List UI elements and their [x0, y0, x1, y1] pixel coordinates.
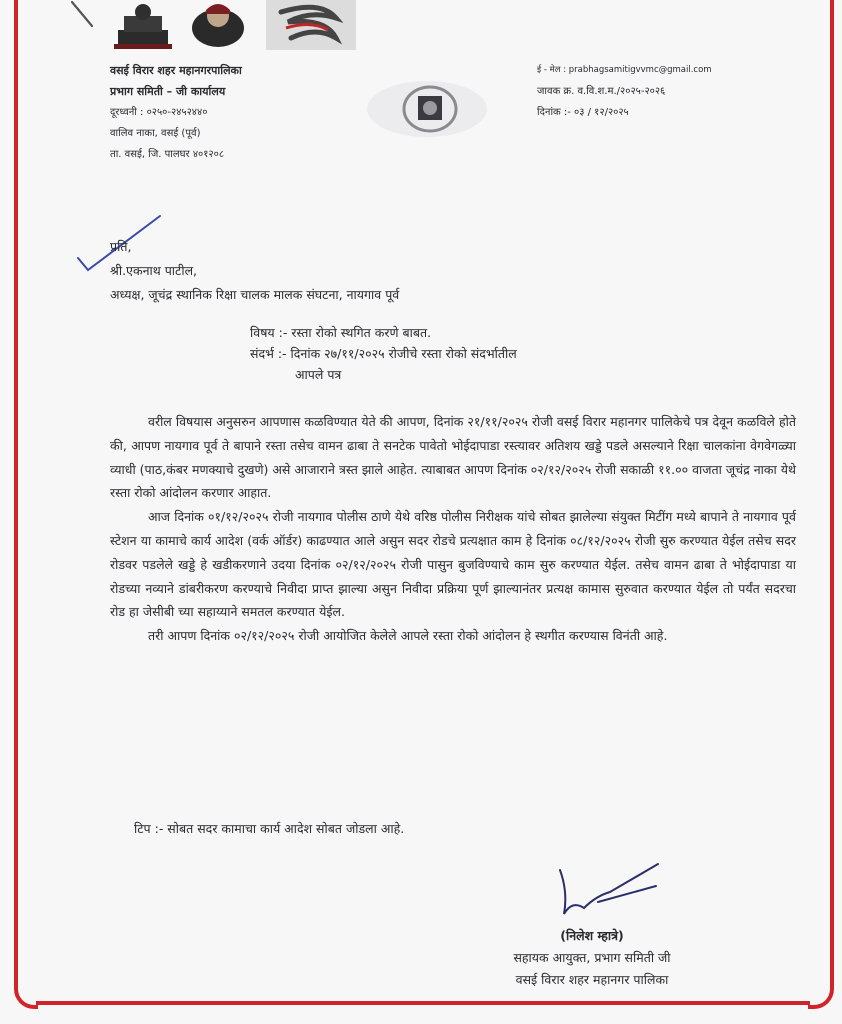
committee-name: प्रभाग समिती – जी कार्यालय	[110, 85, 226, 98]
red-frame-right	[808, 0, 834, 1009]
recipient-name: श्री.एकनाथ पाटील,	[110, 263, 198, 278]
letter-body	[110, 410, 796, 648]
red-frame-left	[14, 0, 38, 1009]
subject-line: विषय :- रस्ता रोको स्थगित करणे बाबत.	[250, 325, 432, 340]
signatory-title: सहायक आयुक्त, प्रभाग समिती जी	[513, 950, 671, 965]
org-name: वसई विरार शहर महानगरपालिका	[110, 64, 242, 77]
address-line-1: वालिव नाका, वसई (पूर्व)	[110, 128, 201, 139]
body-paragraph: तरी आपण दिनांक ०२/१२/२०२५ रोजी आयोजित केलेले आपले रस्ता रोको आंदोलन हे स्थगीत करण्यास विनंती आहे.	[148, 628, 668, 644]
note-line: टिप :- सोबत सदर कामाचा कार्य आदेश सोबत जोडला आहे.	[134, 821, 405, 836]
recipient-block	[110, 235, 399, 307]
address-line-2: ता. वसई, जि. पालघर ४०१२०८	[110, 149, 225, 160]
recipient-salutation: प्रति,	[110, 239, 132, 254]
subject-block	[250, 322, 517, 385]
red-frame-bottom	[36, 1001, 810, 1005]
corner-mark-icon	[70, 0, 94, 30]
letter-date: दिनांक :- ०३ / १२/२०२५	[537, 107, 629, 118]
signature-icon	[538, 852, 668, 927]
office-seal-icon	[362, 78, 492, 140]
office-address-block	[110, 60, 242, 165]
phone: दूरध्वनी : ०२५०-२४५२४४०	[110, 107, 208, 118]
swoosh-logo-icon	[266, 0, 356, 50]
email[interactable]: ई - मेल : prabhagsamitigvvmc@gmail.com	[537, 65, 712, 75]
signatory-name: (निलेश म्हात्रे)	[560, 928, 624, 943]
recipient-designation: अध्यक्ष, जूचंद्र स्थानिक रिक्षा चालक मालक संघटना, नायगाव पूर्व	[110, 287, 400, 302]
reference-number: जावक क्र. व.वि.श.म./२०२५-२०२६	[537, 86, 666, 97]
portrait-logo-icon	[188, 0, 250, 50]
reference-line-continued: आपले पत्र	[295, 367, 342, 382]
body-paragraph: वरील विषयास अनुसरुन आपणास कळविण्यात येते की आपण, दिनांक २१/११/२०२५ रोजी वसई विरार महानगर पालिकेचे पत्र देवून कळविले होते की, आपण नायगाव पूर्व ते बापाने रस्ता तसेच वामन ढाबा ते सनटेक पावेतो भोईदापाडा रस्त्यावर अतिशय खड्डे पडले असल्याने रिक्षा चालकांना वेगवेगळ्या व्याधी (पाठ,कंबर मणक्याचे दुखणे) असे आजाराने त्रस्त झाले आहेत. त्याबाबत आपण दिनांक ०२/१२/२०२५ रोजी सकाळी ११.०० वाजता जूचंद्र नाका येथे रस्ता रोको आंदोलन करणार आहात.	[110, 414, 796, 501]
corporation-emblem-icon	[108, 0, 176, 52]
reference-line: संदर्भ :- दिनांक २७/११/२०२५ रोजीचे रस्ता रोको संदर्भातील	[250, 346, 517, 361]
letter-meta-block	[537, 60, 712, 123]
signatory-block	[462, 925, 722, 991]
body-paragraph: आज दिनांक ०१/१२/२०२५ रोजी नायगाव पोलीस ठाणे येथे वरिष्ठ पोलीस निरीक्षक यांचे सोबत झालेल्या संयुक्त मिटींग मध्ये बापाने ते नायगाव पूर्व स्टेशन या कामाचे कार्य आदेश (वर्क ऑर्डर) काढण्यात आले असुन सदर रोडचे प्रत्यक्षात काम हे दिनांक ०८/१२/२०२५ रोजी सुरु करण्यात येईल तसेच सदर रोडवर पडलेले खड्डे हे खडीकरणाने उदया दिनांक ०२/१२/२०२५ रोजी पासुन बुजविण्याचे काम सुरु करण्यात येईल. तसेच वामन ढाबा ते भोईदापाडा या रोडच्या नव्याने डांबरीकरण करण्याचे निवीदा प्राप्त झाल्या असुन निवीदा प्रक्रिया पूर्ण झाल्यानंतर प्रत्यक्ष कामास सुरुवात करण्यात येईल तो पर्यंत सदरचा रोड हा जेसीबी च्या सहाय्याने समतल करण्यात येईल.	[110, 509, 796, 620]
signatory-org: वसई विरार शहर महानगर पालिका	[515, 972, 669, 987]
